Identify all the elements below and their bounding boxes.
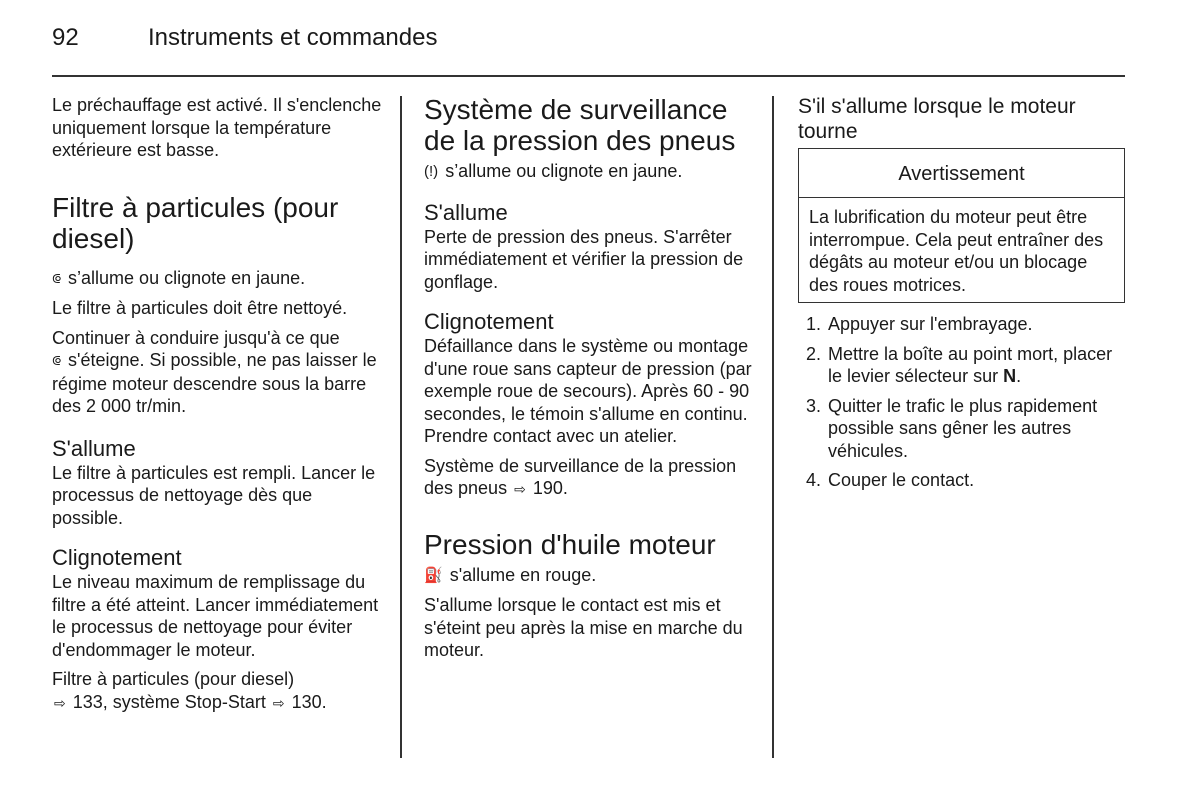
page-reference-link[interactable]: 133, système Stop-Start bbox=[72, 691, 266, 712]
page-title: Instruments et commandes bbox=[148, 24, 438, 51]
column-1 bbox=[52, 94, 382, 721]
warning-text: La lubrification du moteur peut être interrompue. Cela peut entraîner des dégâts au moteur et/ou un blocage des roues motrices. bbox=[809, 207, 1104, 295]
page-header bbox=[52, 24, 437, 58]
column-divider bbox=[400, 96, 402, 758]
page-number: 92 bbox=[52, 24, 79, 51]
tpms-flash-text: Défaillance dans le système ou montage d'une roue sans capteur de pression (par exemple roue de secours). Après 60 - 90 secondes, le témoin s'allume en continu. Prendre contact avec un atelier. bbox=[424, 336, 752, 446]
page-reference-icon: ⇨ bbox=[272, 694, 285, 711]
oil-indicator-line: ⛽ s'allume en rouge. bbox=[424, 564, 754, 588]
column-3 bbox=[798, 94, 1125, 499]
column-2 bbox=[424, 94, 754, 669]
oil-can-icon: ⛽ bbox=[424, 566, 443, 584]
section-title-oil-pressure: Pression d'huile moteur bbox=[424, 528, 716, 560]
subsection-title-running: S'il s'allume lorsque le moteur tourne bbox=[798, 95, 1076, 143]
section-title-tire-pressure: Système de surveillance de la pression des pneus bbox=[424, 94, 736, 156]
column-divider bbox=[772, 96, 774, 758]
dpf-lit-text: Le filtre à particules est rempli. Lancer le processus de nettoyage dès que possible. bbox=[52, 462, 376, 528]
list-item: 1. Appuyer sur l'embrayage. bbox=[806, 314, 1033, 334]
page-reference-icon: ⇨ bbox=[514, 481, 526, 497]
dpf-paragraph: Le filtre à particules doit être nettoyé. bbox=[52, 298, 348, 318]
tire-pressure-icon: (!) bbox=[424, 163, 439, 180]
tpms-cross-reference: Système de surveillance de la pression des pneus ⇨ 190. bbox=[424, 455, 754, 501]
dpf-paragraph: Continuer à conduire jusqu'à ce que ⟃ s'éteigne. Si possible, ne pas laisser le régime moteur descendre sous la barre des 2 000 tr/min. bbox=[52, 327, 377, 416]
page-reference-link[interactable]: 190. bbox=[532, 478, 568, 498]
dpf-flash-text: Le niveau maximum de remplissage du filtre a été atteint. Lancer immédiatement le processus de nettoyage pour éviter d'endommager le moteur. bbox=[52, 572, 379, 660]
subsection-title-flashing: Clignotement bbox=[424, 309, 554, 334]
section-title-particle-filter: Filtre à particules (pour diesel) bbox=[52, 191, 339, 254]
oil-paragraph: S'allume lorsque le contact est mis et s'éteint peu après la mise en marche du moteur. bbox=[424, 595, 743, 660]
subsection-title-lit: S'allume bbox=[424, 199, 508, 225]
dpf-indicator-line: ⟃ s’allume ou clignote en jaune. bbox=[52, 267, 382, 291]
tpms-lit-text: Perte de pression des pneus. S'arrêter immédiatement et vérifier la pression de gonflage. bbox=[424, 226, 744, 292]
warning-title: Avertissement bbox=[799, 149, 1124, 198]
subsection-title-lit: S'allume bbox=[52, 435, 136, 461]
warning-box bbox=[798, 148, 1125, 303]
header-rule bbox=[52, 75, 1125, 77]
tpms-indicator-line: (!) s’allume ou clignote en jaune. bbox=[424, 160, 754, 184]
list-item: 2. Mettre la boîte au point mort, placer le levier sélecteur sur N. bbox=[806, 343, 1113, 386]
particle-filter-icon: ⟃ bbox=[52, 352, 62, 369]
page-reference-icon: ⇨ bbox=[54, 694, 66, 711]
list-item: 4. Couper le contact. bbox=[806, 470, 975, 490]
particle-filter-icon: ⟃ bbox=[52, 269, 62, 287]
steps-list bbox=[798, 313, 1125, 492]
list-item: 3. Quitter le trafic le plus rapidement possible sans gêner les autres véhicules. bbox=[806, 395, 1098, 461]
subsection-title-flashing: Clignotement bbox=[52, 545, 182, 570]
intro-paragraph: Le préchauffage est activé. Il s'enclenche uniquement lorsque la température extérieure est basse. bbox=[52, 95, 382, 160]
dpf-cross-reference: Filtre à particules (pour diesel) ⇨ 133, système Stop-Start ⇨ 130. bbox=[52, 668, 382, 714]
page-reference-link[interactable]: 130. bbox=[291, 691, 327, 712]
